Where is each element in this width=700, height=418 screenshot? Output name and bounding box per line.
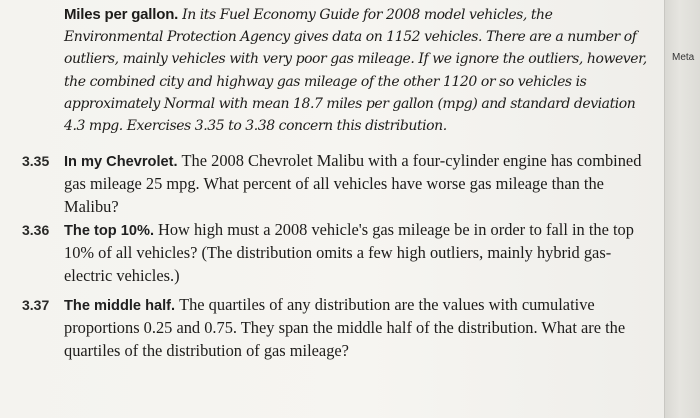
- exercise-body: [64, 219, 650, 287]
- exercise-body: [64, 150, 650, 218]
- exercise-text: How high must a 2008 vehicle's gas mileage be in order to fall in the top 10% of all vehicles? (The distribution omits a few high outliers, mainly hybrid gas-electric vehicles.): [64, 220, 634, 285]
- exercise-number: 3.37: [22, 297, 50, 313]
- exercise-title: The middle half.: [64, 298, 176, 314]
- exercise-title: The top 10%.: [64, 223, 155, 239]
- intro-lead-heading: Miles per gallon.: [64, 6, 179, 23]
- margin-note: Meta: [672, 52, 695, 63]
- exercise-body: [64, 294, 650, 362]
- exercise-title: In my Chevrolet.: [64, 154, 178, 170]
- exercise-text: The quartiles of any distribution are the values with cumulative proportions 0.25 and 0.75. They span the middle half of the distribution. What are the quartiles of the distribution of gas mileage?: [64, 295, 626, 360]
- intro-paragraph: [64, 4, 654, 137]
- intro-body-text: In its Fuel Economy Guide for 2008 model vehicles, the Environmental Protection Agency gives data on 1152 vehicles. There are a number of outliers, mainly vehicles with very poor gas mileage. If we ignore the outliers, however, the combined city and highway gas mileage of the other 1120 or so vehicles is approximately Normal with mean 18.7 miles per gallon (mpg) and standard deviation 4.3 mpg. Exercises 3.35 to 3.38 concern this distribution.: [64, 7, 647, 135]
- exercise-number: 3.35: [22, 153, 50, 169]
- exercise-text: The 2008 Chevrolet Malibu with a four-cylinder engine has combined gas mileage 25 mpg. What percent of all vehicles have worse gas mileage than the Malibu?: [64, 151, 642, 216]
- exercise-number: 3.36: [22, 222, 50, 238]
